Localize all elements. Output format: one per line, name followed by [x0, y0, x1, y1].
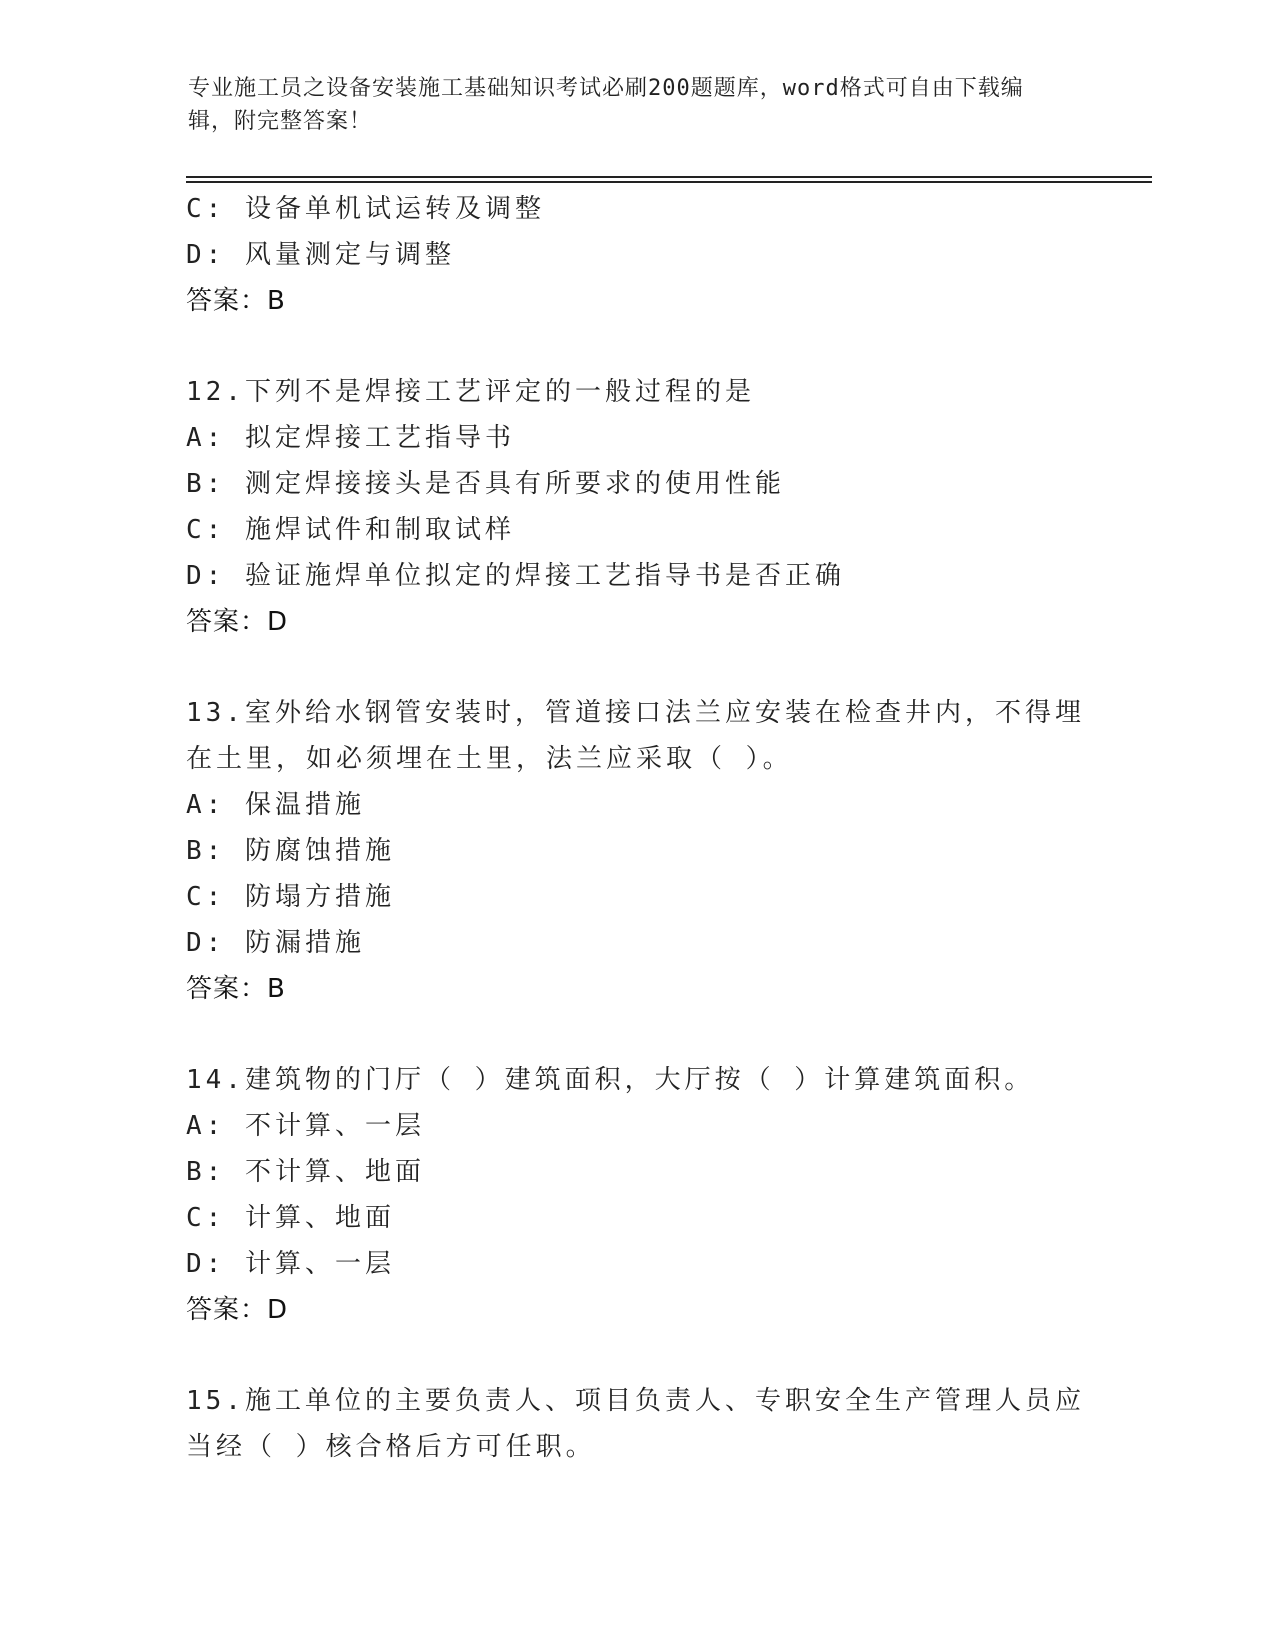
option-a: A: 保温措施	[186, 790, 365, 820]
option-d: D: 计算、一层	[186, 1249, 395, 1279]
answer-line: 答案：D	[186, 607, 289, 637]
question-stem: 15.施工单位的主要负责人、项目负责人、专职安全生产管理人员应当经（ ）核合格后方可任职。	[186, 1386, 1085, 1462]
option-c: C: 施焊试件和制取试样	[186, 515, 515, 545]
question-12	[186, 369, 1086, 645]
question-15	[186, 1378, 1086, 1470]
option-a: A: 不计算、一层	[186, 1111, 425, 1141]
question-content	[186, 186, 1086, 1470]
question-13	[186, 690, 1086, 1012]
option-b: B: 不计算、地面	[186, 1157, 425, 1187]
question-14	[186, 1057, 1086, 1333]
answer-line: 答案：D	[186, 1295, 289, 1325]
question-stem: 12.下列不是焊接工艺评定的一般过程的是	[186, 377, 755, 407]
answer-line: 答案：B	[186, 974, 286, 1004]
option-c: C: 防塌方措施	[186, 882, 395, 912]
option-c: C: 设备单机试运转及调整	[186, 194, 545, 224]
option-a: A: 拟定焊接工艺指导书	[186, 423, 515, 453]
question-11-continued	[186, 186, 1086, 324]
option-c: C: 计算、地面	[186, 1203, 395, 1233]
option-d: D: 验证施焊单位拟定的焊接工艺指导书是否正确	[186, 561, 845, 591]
option-b: B: 测定焊接接头是否具有所要求的使用性能	[186, 469, 785, 499]
question-stem: 13.室外给水钢管安装时，管道接口法兰应安装在检查井内，不得埋在土里，如必须埋在土里，法兰应采取（ ）。	[186, 698, 1085, 774]
document-header: 专业施工员之设备安装施工基础知识考试必刷200题题库，word格式可自由下载编辑，附完整答案！	[188, 76, 1024, 134]
option-d: D: 风量测定与调整	[186, 240, 455, 270]
option-d: D: 防漏措施	[186, 928, 365, 958]
header-divider-bottom	[186, 181, 1152, 183]
answer-line: 答案：B	[186, 286, 286, 316]
header-divider-top	[186, 176, 1152, 178]
question-stem: 14.建筑物的门厅（ ）建筑面积，大厅按（ ）计算建筑面积。	[186, 1065, 1035, 1095]
option-b: B: 防腐蚀措施	[186, 836, 395, 866]
